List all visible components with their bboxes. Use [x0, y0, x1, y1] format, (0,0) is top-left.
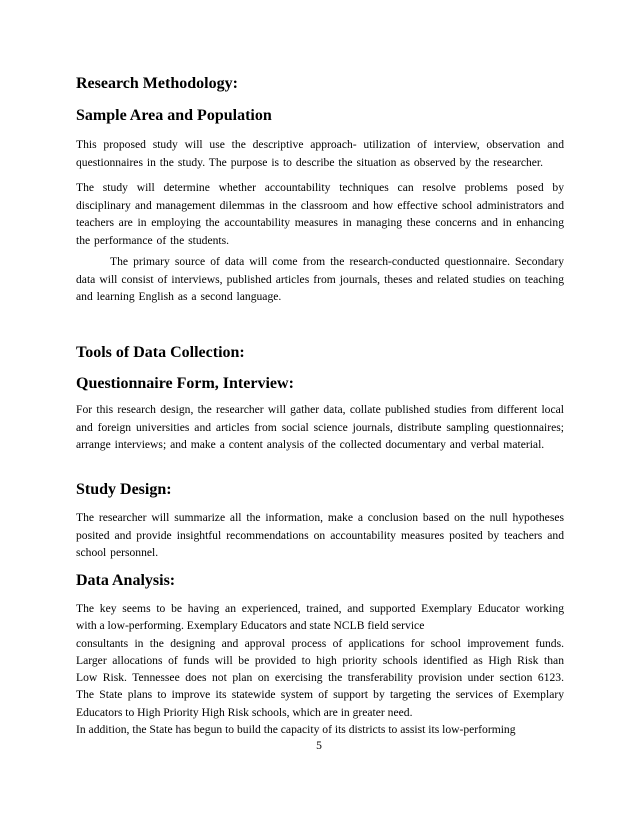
tools-paragraph: For this research design, the researcher will gather data, collate published studies from different local and foreign universities and articles from social science journals, distribute sampling questionnaires; arrange interviews; and make a content analysis of the collected documentary and verbal material.	[76, 403, 564, 451]
data-analysis-line: The State plans to improve its statewide system of support by targeting the services of Exemplary	[76, 688, 564, 702]
research-methodology-heading: Research Methodology:	[76, 75, 238, 92]
study-design-paragraph: The researcher will summarize all the information, make a conclusion based on the null hypotheses posited and provide insightful recommendations on accountability measures posited by teachers and school personnel.	[76, 511, 564, 559]
methodology-paragraph-2: The study will determine whether accountability techniques can resolve problems posed by disciplinary and management dilemmas in the classroom and how effective school administrators and teachers are in employing the accountability measures in managing these concerns and in enhancing the performance of the students.	[76, 181, 564, 247]
data-analysis-line: Educators to High Priority High Risk schools, which are in greater need.	[76, 705, 413, 719]
data-analysis-line: Larger allocations of funds will be provided to high priority schools identified as High Risk than	[76, 653, 564, 667]
sample-area-heading: Sample Area and Population	[76, 107, 272, 124]
data-analysis-line: The key seems to be having an experienced, trained, and supported Exemplary Educator working	[76, 602, 564, 615]
data-analysis-line: consultants in the designing and approval process of applications for school improvement funds.	[76, 636, 564, 650]
questionnaire-form-heading: Questionnaire Form, Interview:	[76, 375, 294, 392]
methodology-paragraph-1: This proposed study will use the descriptive approach- utilization of interview, observation and questionnaires in the study. The purpose is to describe the situation as observed by the researcher.	[76, 138, 564, 169]
study-design-heading: Study Design:	[76, 481, 172, 498]
data-analysis-heading: Data Analysis:	[76, 572, 176, 589]
page-number: 5	[316, 739, 322, 752]
data-analysis-text	[76, 600, 564, 738]
methodology-paragraph-3: The primary source of data will come from the research-conducted questionnaire. Secondary data will consist of interviews, published articles from journals, theses and related studies on teaching and learning English as a second language.	[76, 255, 564, 303]
data-analysis-line: In addition, the State has begun to build the capacity of its districts to assist its low-performing	[76, 723, 516, 737]
tools-of-data-collection-heading: Tools of Data Collection:	[76, 344, 245, 361]
data-analysis-line: Low Risk. Tennessee does not plan on exercising the transferability provision under section 6123.	[76, 671, 564, 685]
data-analysis-line: with a low-performing. Exemplary Educators and state NCLB field service	[76, 619, 425, 633]
